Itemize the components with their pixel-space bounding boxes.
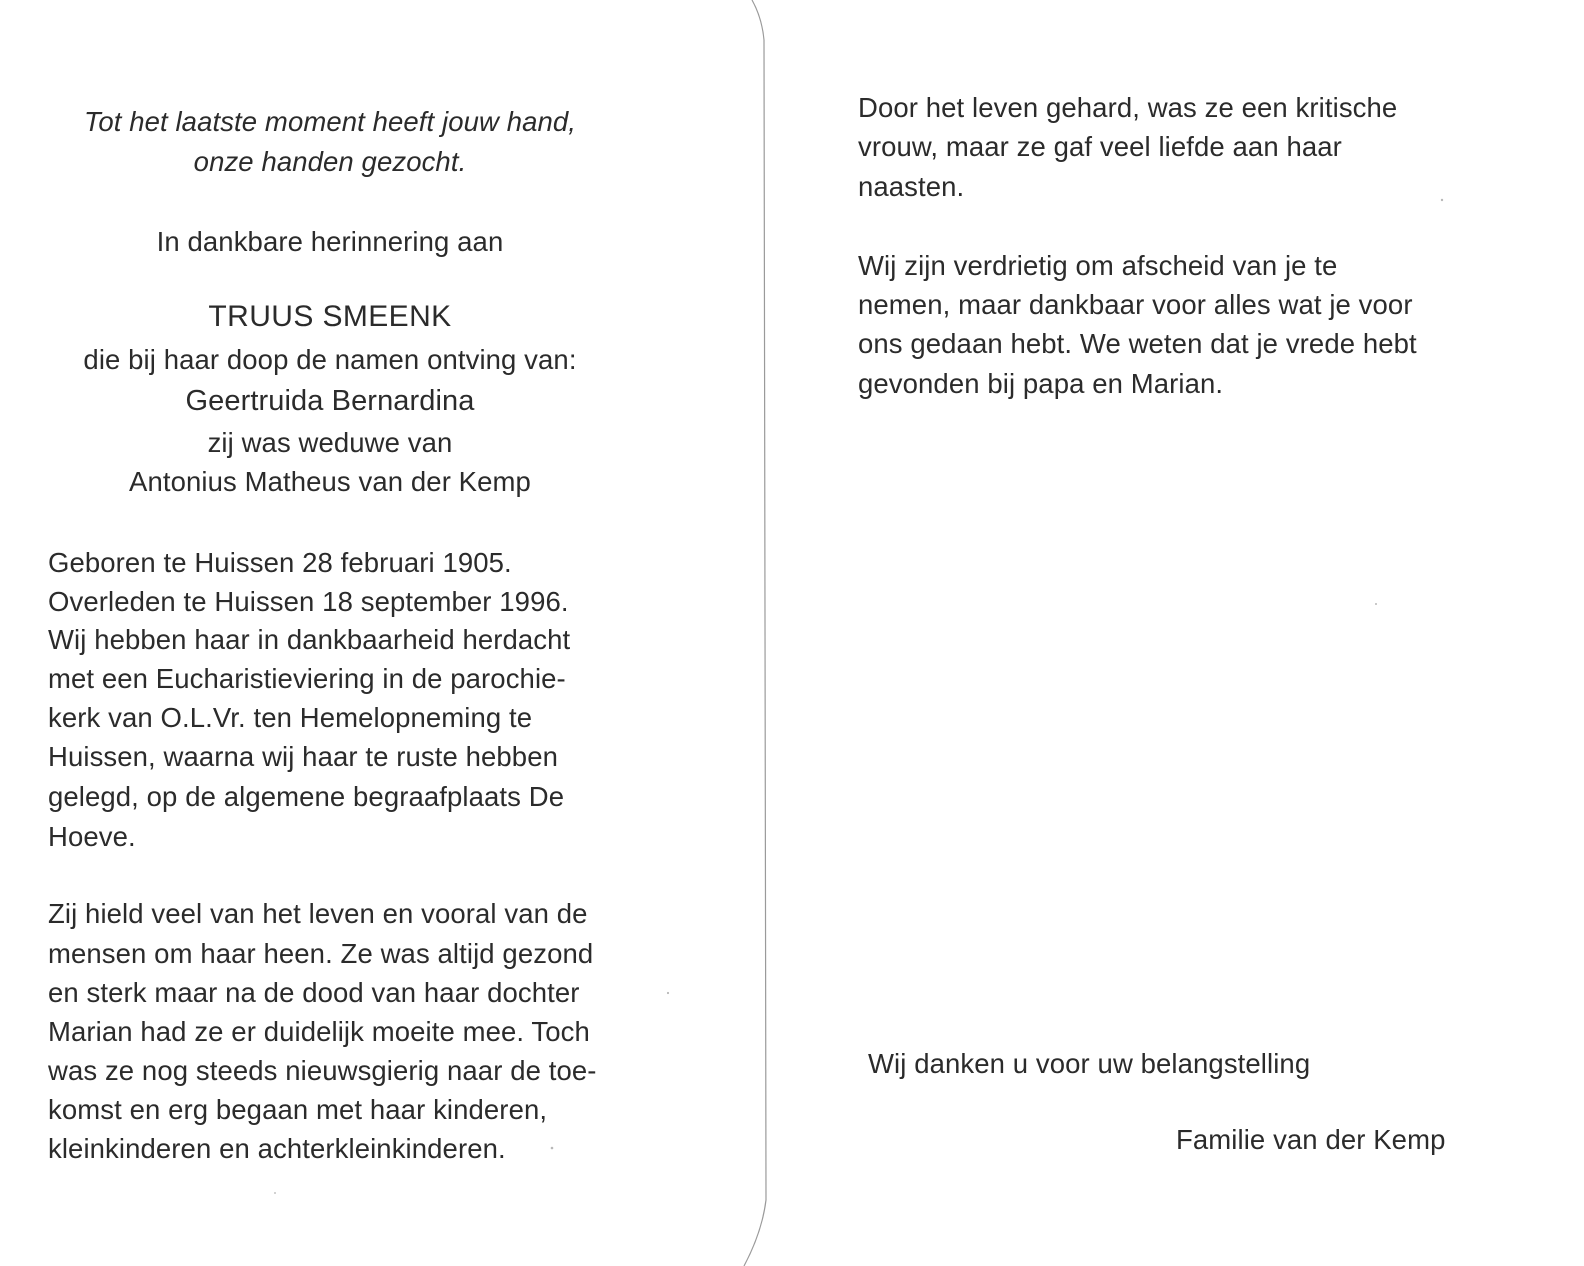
biography-line: Geboren te Huissen 28 februari 1905. — [48, 547, 512, 578]
farewell-line: gevonden bij papa en Marian. — [858, 368, 1224, 399]
biography-line: Overleden te Huissen 18 september 1996. — [48, 586, 569, 617]
biography-line: gelegd, op de algemene begraafplaats De — [48, 781, 565, 812]
biography-line: Wij hebben haar in dankbaarheid herdacht — [48, 624, 571, 655]
character-line: mensen om haar heen. Ze was altijd gezond — [48, 938, 594, 969]
deceased-name: TRUUS SMEENK — [208, 300, 452, 333]
baptismal-names: Geertruida Bernardina — [185, 385, 475, 417]
poem-line-2: onze handen gezocht. — [193, 146, 467, 177]
character-line: Marian had ze er duidelijk moeite mee. Toch — [48, 1016, 590, 1047]
remembrance-intro: In dankbare herinnering aan — [156, 226, 504, 257]
character-line: kleinkinderen en achterkleinkinderen. — [48, 1133, 506, 1164]
character-line: komst en erg begaan met haar kinderen, — [48, 1094, 548, 1125]
spouse-name: Antonius Matheus van der Kemp — [129, 466, 531, 497]
biography-line: Hoeve. — [48, 821, 136, 852]
thanks-line: Wij danken u voor uw belangstelling — [868, 1048, 1311, 1079]
family-signature: Familie van der Kemp — [1176, 1124, 1446, 1155]
poem-line-1: Tot het laatste moment heeft jouw hand, — [83, 106, 577, 137]
farewell-line: ons gedaan hebt. We weten dat je vrede hebt — [858, 328, 1417, 359]
reflection-line: naasten. — [858, 171, 965, 202]
biography-line: kerk van O.L.Vr. ten Hemelopneming te — [48, 702, 533, 733]
biography-line: Huissen, waarna wij haar te ruste hebben — [48, 741, 558, 772]
biography-line: met een Eucharistieviering in de parochie- — [48, 663, 566, 694]
character-line: en sterk maar na de dood van haar dochter — [48, 977, 580, 1008]
character-line: Zij hield veel van het leven en vooral van de — [48, 898, 588, 929]
reflection-line: Door het leven gehard, was ze een kritische — [858, 92, 1398, 123]
widow-intro: zij was weduwe van — [207, 427, 453, 458]
farewell-line: Wij zijn verdrietig om afscheid van je te — [858, 250, 1338, 281]
character-line: was ze nog steeds nieuwsgierig naar de toe- — [48, 1055, 597, 1086]
baptism-intro: die bij haar doop de namen ontving van: — [83, 344, 577, 375]
farewell-line: nemen, maar dankbaar voor alles wat je voor — [858, 289, 1413, 320]
reflection-line: vrouw, maar ze gaf veel liefde aan haar — [858, 131, 1342, 162]
